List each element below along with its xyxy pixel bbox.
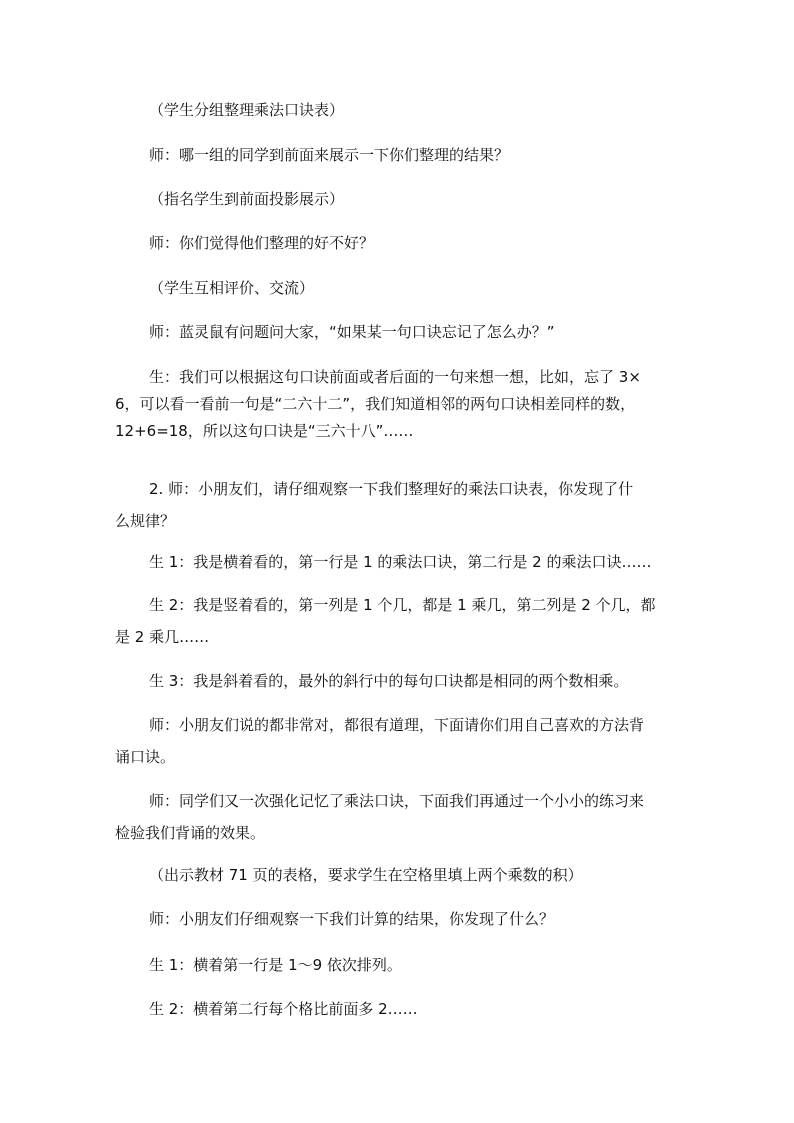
text-line: （学生分组整理乘法口诀表） (149, 101, 345, 119)
paragraph-16 (149, 958, 669, 973)
text-line: 生 2：我是竖着看的，第一列是 1 个几，都是 1 乘几，第二列是 2 个几，都 (149, 596, 656, 614)
text-line: 师：同学们又一次强化记忆了乘法口诀，下面我们再通过一个小小的练习来 (149, 792, 645, 810)
paragraph-6 (149, 325, 669, 340)
text-line: 诵口诀。 (115, 748, 176, 766)
text-line: 生 2：横着第二行每个格比前面多 2…… (149, 1000, 418, 1018)
paragraph-10 (115, 598, 681, 645)
text-line: 生：我们可以根据这句口诀前面或者后面的一句来想一想，比如，忘了 3× (149, 368, 641, 386)
text-line: 生 1：横着第一行是 1～9 依次排列。 (149, 956, 402, 974)
text-line: 师：小朋友们仔细观察一下我们计算的结果，你发现了什么？ (149, 910, 555, 928)
paragraph-15 (149, 912, 669, 927)
paragraph-13 (115, 794, 681, 841)
text-line: 师：哪一组的同学到前面来展示一下你们整理的结果？ (149, 146, 510, 164)
paragraph-14 (149, 868, 669, 883)
text-line: （学生互相评价、交流） (149, 279, 315, 297)
paragraph-9 (149, 555, 669, 570)
paragraph-8 (115, 482, 681, 529)
paragraph-11 (149, 674, 669, 689)
paragraph-4 (149, 236, 669, 251)
text-line: 生 1：我是横着看的，第一行是 1 的乘法口诀，第二行是 2 的乘法口诀…… (149, 553, 652, 571)
text-line: （指名学生到前面投影展示） (149, 190, 345, 208)
text-line: （出示教材 71 页的表格，要求学生在空格里填上两个乘数的积） (149, 866, 583, 884)
text-line: 师：小朋友们说的都非常对，都很有道理，下面请你们用自己喜欢的方法背 (149, 716, 645, 734)
text-line: 12+6=18，所以这句口诀是“三六十八”…… (115, 422, 414, 440)
paragraph-1 (149, 103, 669, 118)
paragraph-2 (149, 148, 669, 163)
paragraph-17 (149, 1002, 669, 1017)
paragraph-5 (149, 281, 669, 296)
text-line: 师：你们觉得他们整理的好不好？ (149, 234, 375, 252)
text-line: 2. 师：小朋友们，请仔细观察一下我们整理好的乘法口诀表，你发现了什 (149, 480, 634, 498)
text-line: 生 3：我是斜着看的，最外的斜行中的每句口诀都是相同的两个数相乘。 (149, 672, 629, 690)
text-line: 是 2 乘几…… (115, 628, 210, 646)
paragraph-7 (115, 370, 681, 439)
text-line: 检验我们背诵的效果。 (115, 824, 266, 842)
text-line: 6，可以看一看前一句是“二六十二”，我们知道相邻的两句口诀相差同样的数， (115, 395, 636, 413)
paragraph-3 (149, 192, 669, 207)
text-line: 么规律？ (115, 512, 176, 530)
paragraph-12 (115, 718, 681, 765)
text-line: 师：蓝灵鼠有问题问大家，“如果某一句口诀忘记了怎么办？” (149, 323, 555, 341)
